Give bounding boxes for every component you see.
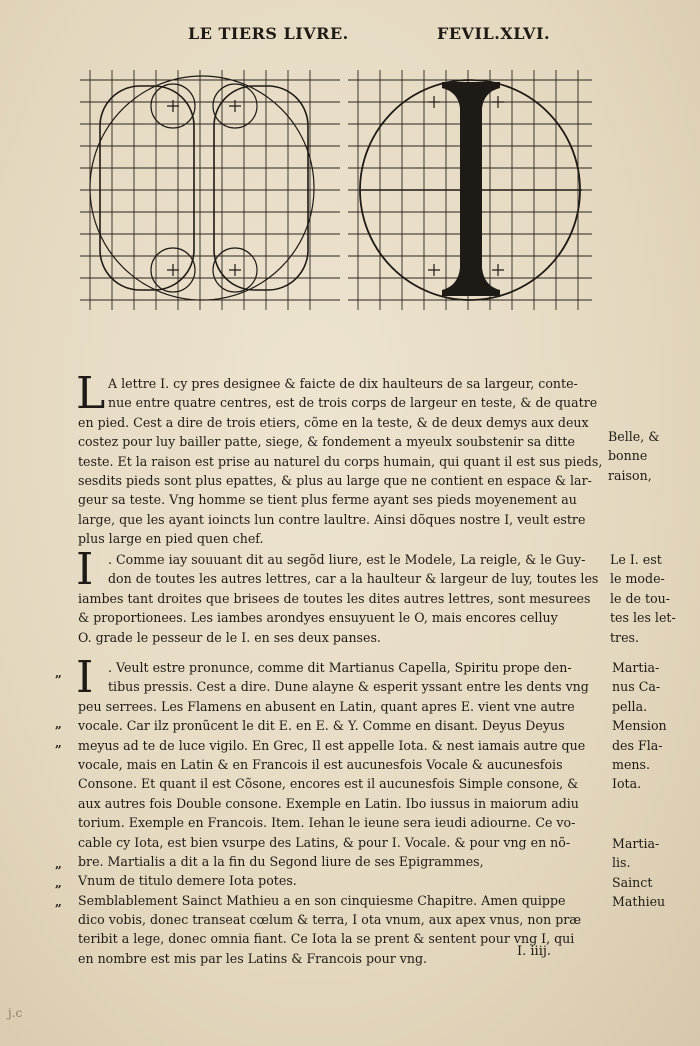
text-line: bre. Martialis a dit a la fin du Segond liure de ses Epigrammes, [78, 853, 484, 869]
text-line: sesdits pieds sont plus epattes, & plus au large que ne contient en espace & lar‑ [78, 472, 592, 488]
library-stamp: j.c [8, 1006, 23, 1020]
dropcap-l: L [76, 368, 106, 419]
dropcap-i-2: I [76, 544, 94, 595]
text-line: meyus ad te de luce vigilo. En Grec, Il est appelle Iota. & nest iamais autre que [78, 737, 586, 753]
text-line: Consone. Et quant il est Cõsone, encores est il aucunesfois Simple consone, & [78, 776, 579, 792]
margin-note-4: Martia‑ lis. Sainct Mathieu [612, 836, 666, 910]
text-line: dico vobis, donec transeat cœlum & terra, I ota vnum, aux apex vnus, non præ [78, 912, 582, 928]
quote-mark: „ [55, 666, 62, 680]
text-line: en pied. Cest a dire de trois etiers, cõme en la teste, & de deux demys aux deux [78, 414, 589, 430]
dropcap-i-3: I [76, 652, 94, 703]
right-letter-construction [360, 80, 582, 300]
text-line: aux autres fois Double consone. Exemple en Latin. Ibo iussus in maiorum adiu [78, 795, 579, 811]
text-line: tibus pressis. Cest a dire. Dune alayne & esperit yssant entre les dents vng [108, 679, 589, 695]
folio-number: FEVIL.XLVI. [437, 24, 551, 43]
quote-mark: „ [55, 895, 62, 909]
text-line: & proportionees. Les iambes arondyes ensuyuent le O, mais encores celluy [78, 610, 558, 626]
text-line: A lettre I. cy pres designee & faicte de dix haulteurs de sa largeur, conte‑ [108, 376, 578, 391]
text-line: cable cy Iota, est bien vsurpe des Latins, & pour I. Vocale. & pour vng en nõ‑ [78, 834, 571, 850]
text-line: Vnum de titulo demere Iota potes. [78, 873, 297, 889]
margin-note-2: Le I. est le mode‑ le de tou‑ tes les let‑ tres. [610, 552, 676, 645]
text-line: Semblablement Sainct Mathieu a en son cinquiesme Chapitre. Amen quippe [78, 892, 566, 908]
text-line: torium. Exemple en Francois. Item. Iehan le ieune sera ieudi adiourne. Ce vo‑ [78, 815, 576, 831]
text-line: nue entre quatre centres, est de trois corps de largeur en teste, & de quatre [108, 395, 598, 411]
text-line: vocale, mais en Latin & en Francois il est aucunesfois Vocale & aucunesfois [78, 756, 563, 772]
margin-note-1: Belle, & bonne raison, [608, 429, 660, 483]
quote-mark: „ [55, 736, 62, 750]
text-line: geur sa teste. Vng homme se tient plus ferme ayant ses pieds moyenement au [78, 492, 577, 508]
letter-i-construction-figure [70, 56, 610, 324]
text-line: O. grade le pesseur de le I. en ses deux panses. [78, 629, 381, 645]
running-header [0, 24, 700, 48]
quote-mark: „ [55, 857, 62, 871]
paragraph-1 [76, 368, 603, 549]
margin-note-3: Martia‑ nus Ca‑ pella. Mension des Fla‑ mens. Iota. [612, 660, 667, 792]
text-line: vocale. Car ilz pronũcent le dit E. en E. & Y. Comme en disant. Deyus Deyus [78, 718, 565, 734]
bold-letter-i [442, 82, 500, 296]
text-line: iambes tant droites que brisees de toutes les dites autres lettres, sont mesurees [78, 590, 591, 606]
text-line: . Comme iay souuant dit au segõd liure, est le Modele, La reigle, & le Guy‑ [108, 552, 586, 567]
paragraph-2 [76, 544, 599, 647]
book-title: LE TIERS LIVRE. [188, 24, 349, 43]
text-line: en nombre est mis par les Latins & Francois pour vng. [78, 950, 428, 966]
quote-mark: „ [55, 876, 62, 890]
paragraph-3 [76, 652, 589, 968]
text-line: teribit a lege, donec omnia fiant. Ce Iota la se prent & sentent pour vng I, qui [78, 931, 575, 947]
text-line: don de toutes les autres lettres, car a la haulteur & largeur de luy, toutes les [108, 571, 599, 587]
text-line: peu serrees. Les Flamens en abusent en Latin, quant apres E. vient vne autre [78, 698, 575, 714]
text-line: large, que les ayant ioincts lun contre laultre. Ainsi dõques nostre I, veult estre [78, 511, 586, 527]
signature-mark: I. iiij. [517, 944, 552, 959]
text-line: . Veult estre pronunce, comme dit Martianus Capella, Spiritu prope den‑ [108, 660, 572, 675]
left-column-outlines [90, 76, 314, 300]
text-line: costez pour luy bailler patte, siege, & fondement a myeulx soubstenir sa ditte [78, 434, 575, 450]
text-line: plus large en pied quen chef. [78, 531, 264, 547]
text-line: teste. Et la raison est prise au naturel du corps humain, qui quant il est sus pieds, [78, 453, 603, 469]
quote-mark: „ [55, 717, 62, 731]
